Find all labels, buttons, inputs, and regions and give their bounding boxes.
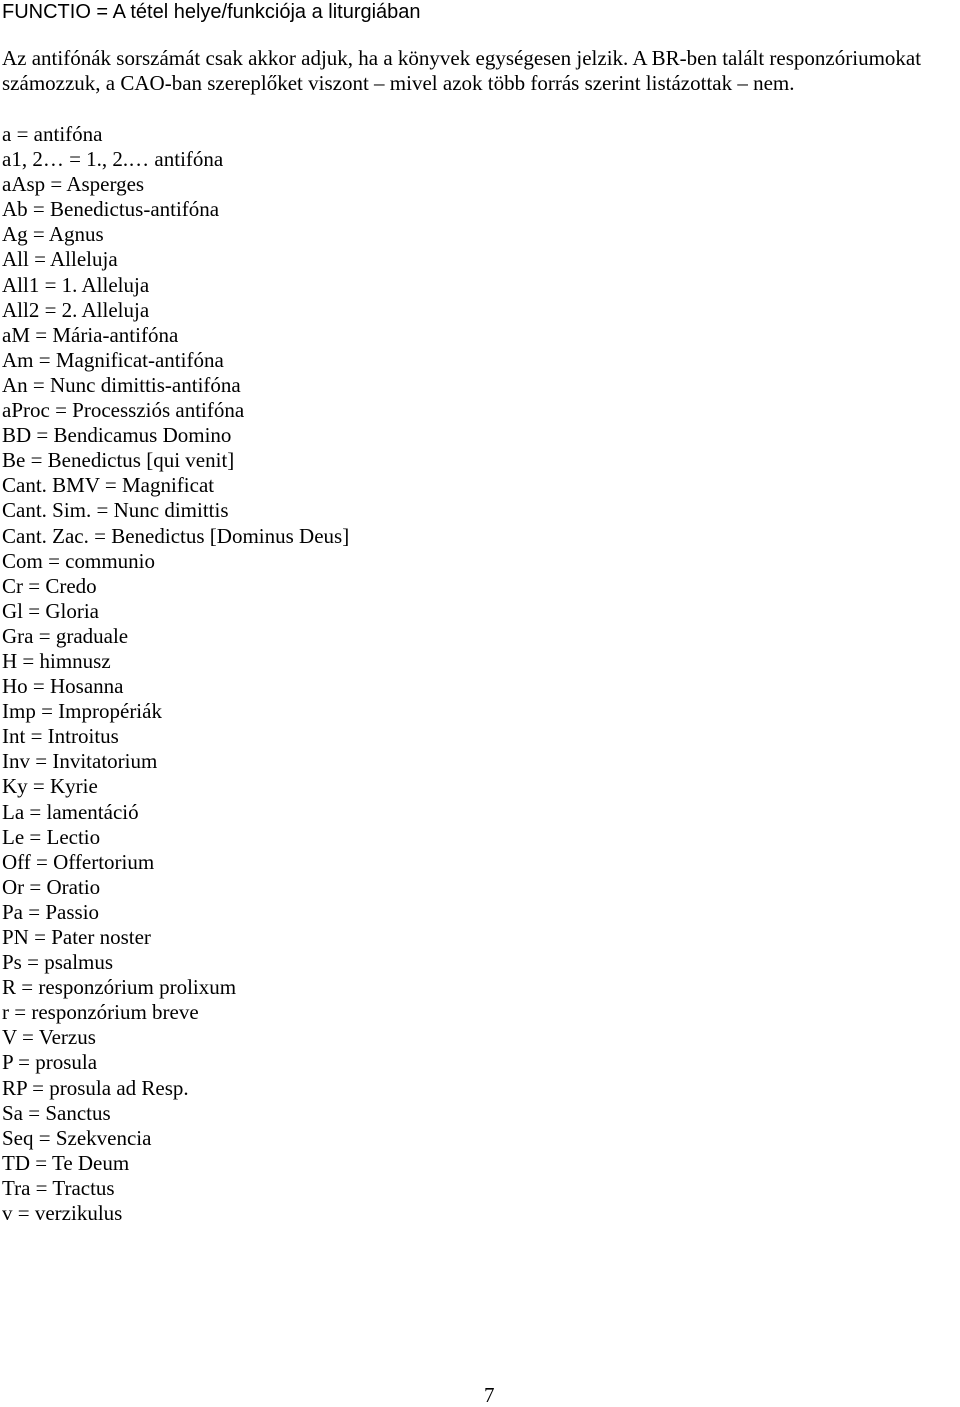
abbreviation-item: R = responzórium prolixum bbox=[2, 975, 237, 1000]
abbreviation-item: v = verzikulus bbox=[2, 1201, 123, 1226]
abbreviation-item: Sa = Sanctus bbox=[2, 1100, 111, 1125]
abbreviation-item: Off = Offertorium bbox=[2, 849, 155, 874]
abbreviation-item: Gra = graduale bbox=[2, 623, 129, 648]
abbreviation-item: Am = Magnificat-antifóna bbox=[2, 347, 224, 372]
abbreviation-item: Gl = Gloria bbox=[2, 598, 99, 623]
intro-note-line-1: Az antifónák sorszámát csak akkor adjuk, ha a könyvek egységesen jelzik. A BR-ben talált responzóriumokat bbox=[2, 46, 922, 70]
abbreviation-item: aM = Mária-antifóna bbox=[2, 322, 179, 347]
abbreviation-item: Seq = Szekvencia bbox=[2, 1125, 152, 1150]
abbreviation-item: All1 = 1. Alleluja bbox=[2, 272, 150, 297]
abbreviation-item: V = Verzus bbox=[2, 1025, 96, 1050]
abbreviation-item: All2 = 2. Alleluja bbox=[2, 297, 150, 322]
abbreviation-item: Com = communio bbox=[2, 548, 156, 573]
abbreviation-item: Inv = Invitatorium bbox=[2, 749, 158, 774]
page-number: 7 bbox=[484, 1383, 495, 1407]
abbreviation-item: P = prosula bbox=[2, 1050, 98, 1075]
abbreviation-item: TD = Te Deum bbox=[2, 1150, 130, 1175]
abbreviation-item: Pa = Passio bbox=[2, 899, 100, 924]
abbreviation-item: RP = prosula ad Resp. bbox=[2, 1075, 189, 1100]
abbreviation-item: Ps = psalmus bbox=[2, 950, 114, 975]
abbreviation-item: Cant. Zac. = Benedictus [Dominus Deus] bbox=[2, 523, 350, 548]
abbreviation-item: Or = Oratio bbox=[2, 874, 101, 899]
abbreviation-item: Cr = Credo bbox=[2, 573, 97, 598]
abbreviation-item: H = himnusz bbox=[2, 648, 111, 673]
abbreviation-item: Int = Introitus bbox=[2, 724, 119, 749]
abbreviation-item: Ag = Agnus bbox=[2, 222, 104, 247]
abbreviation-item: La = lamentáció bbox=[2, 799, 139, 824]
intro-note bbox=[2, 46, 958, 96]
abbreviation-item: An = Nunc dimittis-antifóna bbox=[2, 372, 241, 397]
intro-note-line-2: számozzuk, a CAO-ban szereplőket viszont – mivel azok több forrás szerint listázottak – nem. bbox=[2, 71, 795, 95]
abbreviation-item: Le = Lectio bbox=[2, 824, 101, 849]
section-title: FUNCTIO = A tétel helye/funkciója a liturgiában bbox=[2, 1, 421, 23]
abbreviation-item: Ho = Hosanna bbox=[2, 674, 124, 699]
abbreviation-item: Cant. Sim. = Nunc dimittis bbox=[2, 498, 229, 523]
abbreviation-item: a1, 2… = 1., 2.… antifóna bbox=[2, 147, 224, 172]
abbreviation-list bbox=[2, 122, 349, 1226]
abbreviation-item: a = antifóna bbox=[2, 122, 103, 146]
abbreviation-item: PN = Pater noster bbox=[2, 925, 151, 949]
abbreviation-item: aProc = Processziós antifóna bbox=[2, 398, 245, 423]
abbreviation-item: Cant. BMV = Magnificat bbox=[2, 473, 215, 498]
abbreviation-item: All = Alleluja bbox=[2, 247, 118, 272]
abbreviation-item: Be = Benedictus [qui venit] bbox=[2, 448, 235, 473]
abbreviation-item: Tra = Tractus bbox=[2, 1175, 115, 1200]
abbreviation-item: BD = Bendicamus Domino bbox=[2, 423, 232, 448]
abbreviation-item: aAsp = Asperges bbox=[2, 172, 145, 197]
abbreviation-item: Imp = Impropériák bbox=[2, 699, 162, 724]
abbreviation-item: Ky = Kyrie bbox=[2, 774, 98, 799]
abbreviation-item: Ab = Benedictus-antifóna bbox=[2, 197, 220, 222]
abbreviation-item: r = responzórium breve bbox=[2, 1000, 199, 1025]
